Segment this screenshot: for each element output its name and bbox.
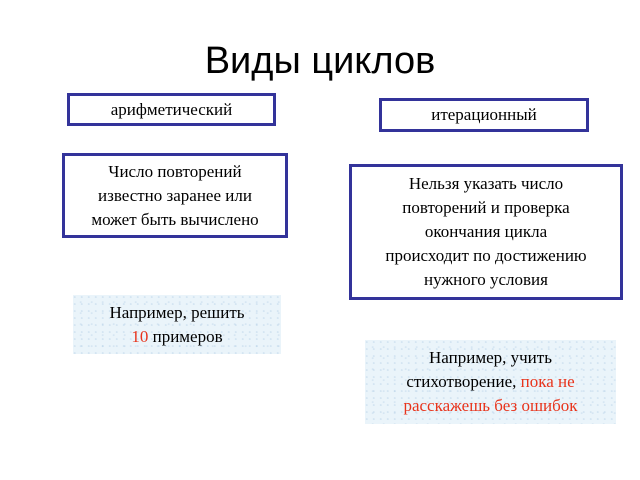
arithmetic-description-line: Число повторений (108, 161, 242, 181)
arithmetic-type-box (67, 93, 276, 126)
iterative-description-box (349, 164, 623, 300)
arithmetic-description (91, 160, 258, 232)
iterative-description-line: повторений и проверка (402, 198, 570, 217)
arithmetic-example-number: 10 (131, 326, 149, 346)
iterative-type-box (379, 98, 589, 132)
iterative-description-line: происходит по достижению (385, 246, 587, 265)
arithmetic-description-line: известно заранее или (98, 185, 252, 205)
iterative-example-text (403, 346, 577, 418)
iterative-example-highlight: пока не (520, 372, 575, 391)
arithmetic-description-line: может быть вычислено (91, 209, 259, 229)
arithmetic-example-line: Например, решить (109, 302, 245, 322)
iterative-example-line: Например, учить (429, 348, 552, 367)
page-title: Виды циклов (204, 40, 436, 82)
iterative-description (385, 172, 586, 292)
arithmetic-example-note (73, 295, 281, 354)
arithmetic-type-label: арифметический (110, 99, 233, 119)
arithmetic-description-box (62, 153, 288, 238)
iterative-example-note (365, 340, 616, 424)
arithmetic-example-rest: примеров (148, 326, 223, 346)
iterative-type-label: итерационный (431, 105, 537, 124)
iterative-description-line: Нельзя указать число (408, 174, 564, 193)
iterative-description-line: нужного условия (423, 270, 548, 289)
arithmetic-example-text (109, 301, 244, 349)
iterative-example-highlight: расскажешь без ошибок (403, 396, 578, 415)
iterative-example-line2-prefix: стихотворение, (406, 372, 521, 391)
iterative-description-line: окончания цикла (424, 222, 548, 241)
